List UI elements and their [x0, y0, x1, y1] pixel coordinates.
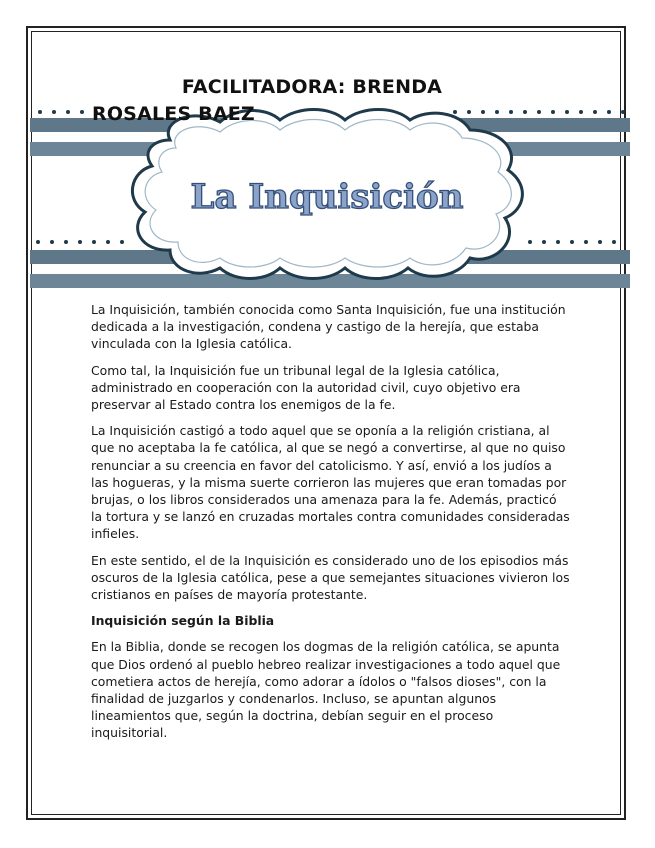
page-title — [92, 74, 532, 128]
paragraph-5: En la Biblia, donde se recogen los dogmas de la religión católica, se apunta que Dios ordenó al pueblo hebreo realizar investigaciones a todo aquel que cometiera actos de herejía, como adorar a ídolos o "falsos dioses", con la finalidad de juzgarlos y condenarlos. Incluso, se apuntan algunos lineamientos que, según la doctrina, debían seguir en el proceso inquisitorial. — [91, 639, 561, 741]
paragraph-2: Como tal, la Inquisición fue un tribunal legal de la Iglesia católica, administrado en cooperación con la autoridad civil, cuyo objetivo era preservar al Estado contra los enemigos de la fe. — [91, 362, 521, 413]
title-line-1: FACILITADORA: BRENDA — [181, 76, 443, 98]
paragraph-4: En este sentido, el de la Inquisición es considerado uno de los episodios más oscuros de la Iglesia católica, pese a que semejantes situaciones vivieron los cristianos en países de mayoría protestante. — [91, 552, 570, 603]
paragraph-3: La Inquisición castigó a todo aquel que se oponía a la religión cristiana, al que no aceptaba la fe católica, al que se negó a convertirse, al que no quiso renunciar a su creencia en favor del catolicismo. Y así, envió a los judíos a las hogueras, y la misma suerte corrieron las mujeres que eran tomadas por brujas, o los libros considerados una amenaza para la fe. Además, practicó la tortura y se lanzó en cruzadas mortales contra comunidades consideradas infieles. — [91, 423, 570, 542]
article-body — [91, 301, 571, 751]
banner-heading: La Inquisición — [190, 177, 464, 217]
title-banner — [30, 100, 630, 300]
title-line-2: ROSALES BAEZ — [92, 103, 255, 125]
section-heading: Inquisición según la Biblia — [91, 613, 275, 629]
paragraph-1: La Inquisición, también conocida como Santa Inquisición, fue una institución dedicada a la investigación, condena y castigo de la herejía, que estaba vinculada con la Iglesia católica. — [91, 302, 566, 352]
